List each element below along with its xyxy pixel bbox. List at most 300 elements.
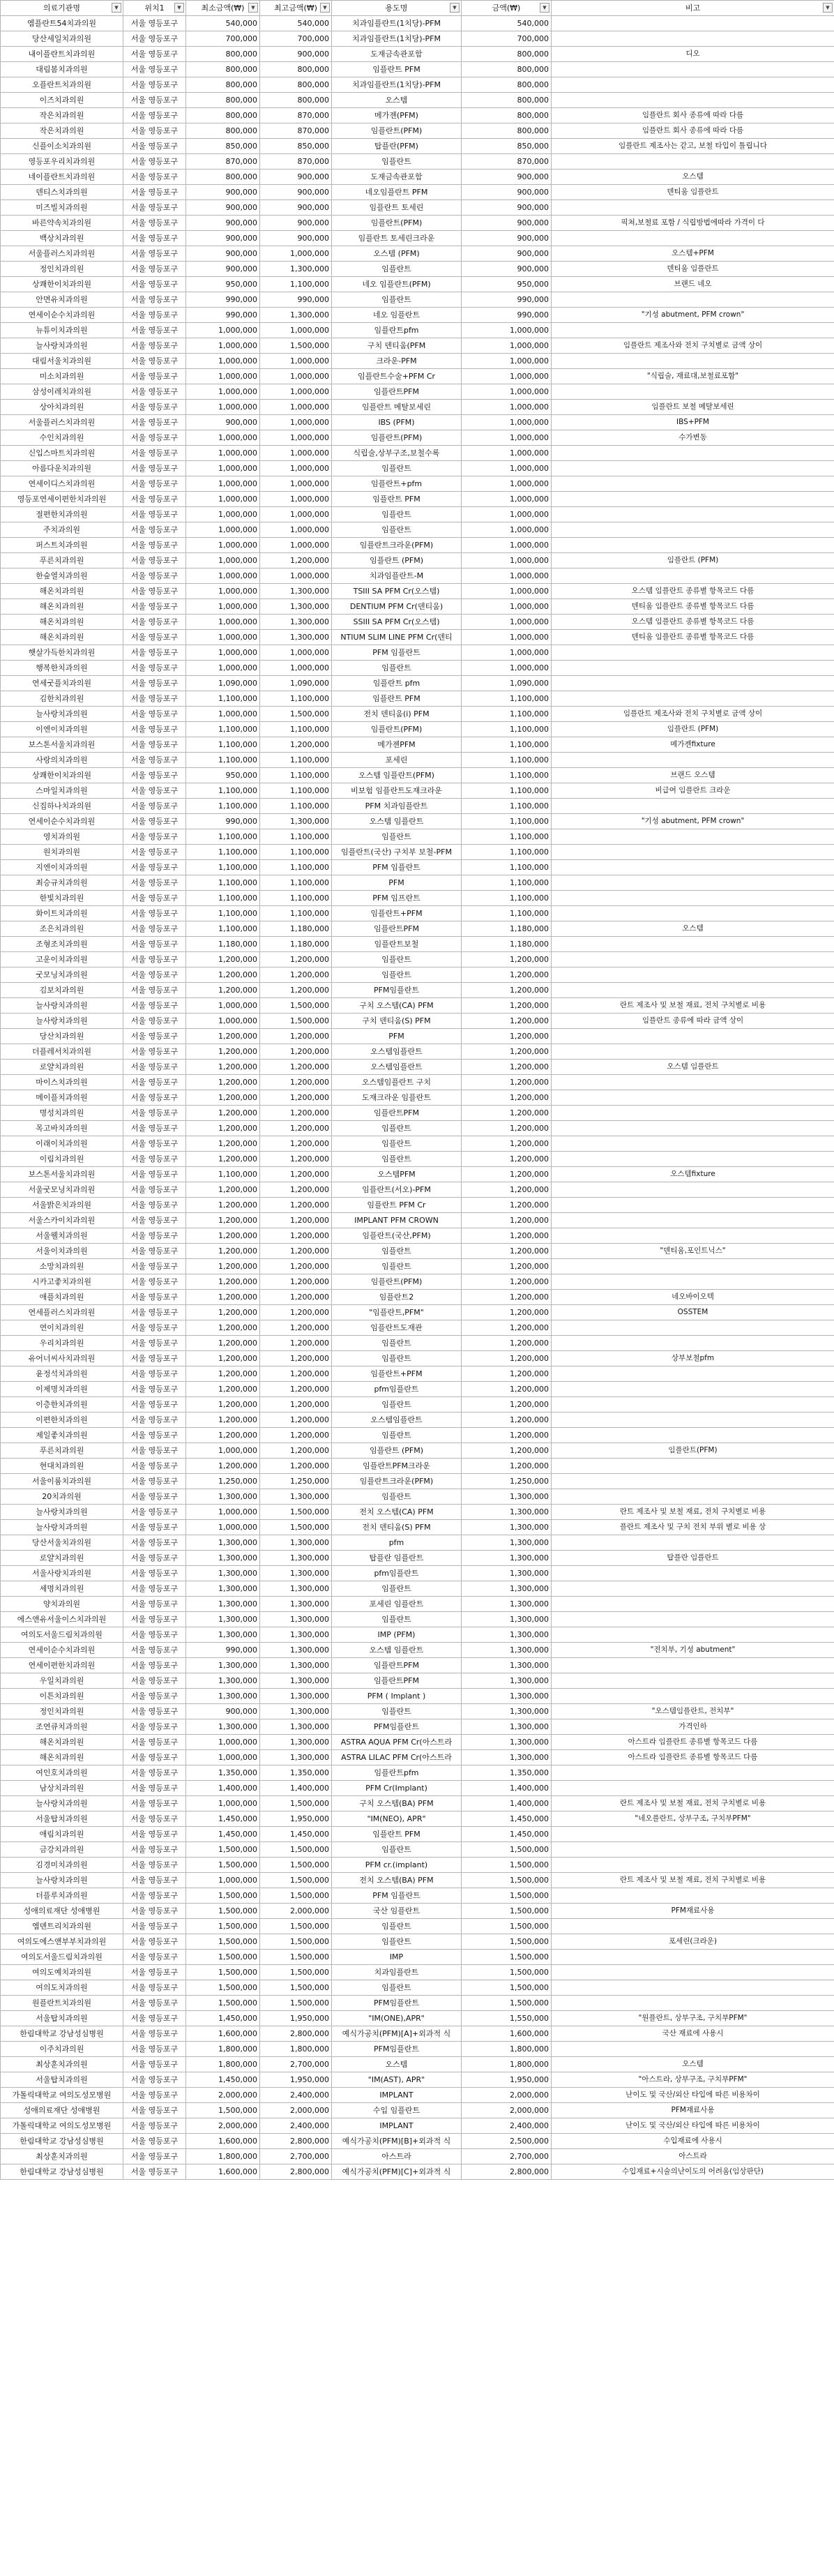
cell-note[interactable]	[552, 1581, 834, 1597]
cell-min-price[interactable]: 1,200,000	[186, 1397, 260, 1413]
cell-min-price[interactable]: 1,000,000	[186, 522, 260, 538]
cell-usage[interactable]: 메가젠(PFM)	[332, 108, 462, 123]
cell-note[interactable]	[552, 906, 834, 921]
column-header-price[interactable]	[462, 1, 552, 16]
cell-note[interactable]	[552, 661, 834, 676]
cell-min-price[interactable]: 1,000,000	[186, 553, 260, 568]
cell-note[interactable]	[552, 1965, 834, 1980]
cell-note[interactable]	[552, 1106, 834, 1121]
cell-price[interactable]: 1,100,000	[462, 707, 552, 722]
cell-institution[interactable]: 상쾌한이치과의원	[1, 768, 123, 783]
cell-institution[interactable]: 김한치과의원	[1, 691, 123, 707]
cell-note[interactable]	[552, 845, 834, 860]
cell-location[interactable]: 서울 영등포구	[123, 799, 186, 814]
cell-usage[interactable]: 오스템 임플란트	[332, 814, 462, 829]
cell-note[interactable]: 오스템fixture	[552, 1167, 834, 1182]
cell-usage[interactable]: 임플란트pfm	[332, 1765, 462, 1781]
cell-institution[interactable]: 여인호치과의원	[1, 1765, 123, 1781]
cell-note[interactable]: 임플란트 제조사와 전치 구치별로 금액 상이	[552, 338, 834, 354]
cell-usage[interactable]: 임플란트	[332, 1121, 462, 1136]
cell-usage[interactable]: 임플란트(국산) 구치부 보철-PFM	[332, 845, 462, 860]
cell-price[interactable]: 1,300,000	[462, 1643, 552, 1658]
cell-max-price[interactable]: 1,200,000	[260, 1397, 332, 1413]
cell-location[interactable]: 서울 영등포구	[123, 553, 186, 568]
cell-min-price[interactable]: 1,200,000	[186, 1413, 260, 1428]
cell-institution[interactable]: 에스앤유서울이스치과의원	[1, 1612, 123, 1627]
cell-location[interactable]: 서울 영등포구	[123, 937, 186, 952]
cell-location[interactable]: 서울 영등포구	[123, 1658, 186, 1673]
cell-max-price[interactable]: 1,200,000	[260, 1244, 332, 1259]
cell-min-price[interactable]: 1,300,000	[186, 1581, 260, 1597]
cell-note[interactable]	[552, 200, 834, 216]
cell-price[interactable]: 1,000,000	[462, 323, 552, 338]
cell-note[interactable]	[552, 62, 834, 77]
cell-min-price[interactable]: 1,200,000	[186, 1382, 260, 1397]
cell-note[interactable]	[552, 1535, 834, 1551]
cell-note[interactable]	[552, 1075, 834, 1090]
cell-note[interactable]	[552, 829, 834, 845]
cell-min-price[interactable]: 800,000	[186, 108, 260, 123]
cell-usage[interactable]: 임플란트	[332, 1842, 462, 1858]
cell-institution[interactable]: 엠덴트리치과의원	[1, 1919, 123, 1934]
cell-max-price[interactable]: 870,000	[260, 123, 332, 139]
cell-note[interactable]: 아스트라 임플란트 종류별 항목코드 다름	[552, 1750, 834, 1765]
cell-price[interactable]: 800,000	[462, 47, 552, 62]
cell-usage[interactable]: PFM 임플란트	[332, 860, 462, 875]
cell-max-price[interactable]: 1,500,000	[260, 1950, 332, 1965]
cell-usage[interactable]: 임플란트(국산,PFM)	[332, 1228, 462, 1244]
cell-usage[interactable]: 식립술,상부구조,보철수록	[332, 446, 462, 461]
cell-max-price[interactable]: 1,000,000	[260, 415, 332, 430]
cell-price[interactable]: 1,000,000	[462, 400, 552, 415]
cell-min-price[interactable]: 1,200,000	[186, 983, 260, 998]
cell-location[interactable]: 서울 영등포구	[123, 369, 186, 384]
cell-min-price[interactable]: 1,000,000	[186, 615, 260, 630]
cell-location[interactable]: 서울 영등포구	[123, 2042, 186, 2057]
cell-price[interactable]: 1,000,000	[462, 415, 552, 430]
cell-price[interactable]: 850,000	[462, 139, 552, 154]
cell-usage[interactable]: PFM 임플란트	[332, 1888, 462, 1904]
cell-institution[interactable]: 늘사랑치과의원	[1, 1796, 123, 1812]
cell-usage[interactable]: SSIII SA PFM Cr(오스템)	[332, 615, 462, 630]
cell-max-price[interactable]: 1,300,000	[260, 1535, 332, 1551]
cell-max-price[interactable]: 1,500,000	[260, 1980, 332, 1996]
cell-usage[interactable]: 네오임플란트 PFM	[332, 185, 462, 200]
cell-note[interactable]: 수가변동	[552, 430, 834, 446]
cell-price[interactable]: 1,000,000	[462, 354, 552, 369]
cell-note[interactable]	[552, 1765, 834, 1781]
cell-price[interactable]: 1,200,000	[462, 1075, 552, 1090]
cell-location[interactable]: 서울 영등포구	[123, 354, 186, 369]
cell-max-price[interactable]: 1,300,000	[260, 1750, 332, 1765]
cell-price[interactable]: 1,100,000	[462, 691, 552, 707]
cell-max-price[interactable]: 2,400,000	[260, 2088, 332, 2103]
cell-location[interactable]: 서울 영등포구	[123, 1459, 186, 1474]
cell-note[interactable]	[552, 676, 834, 691]
cell-min-price[interactable]: 850,000	[186, 139, 260, 154]
cell-price[interactable]: 870,000	[462, 154, 552, 170]
cell-institution[interactable]: 미소치과의원	[1, 369, 123, 384]
cell-price[interactable]: 1,200,000	[462, 1228, 552, 1244]
cell-institution[interactable]: 대림서울치과의원	[1, 354, 123, 369]
cell-price[interactable]: 800,000	[462, 77, 552, 93]
cell-max-price[interactable]: 1,000,000	[260, 645, 332, 661]
cell-note[interactable]	[552, 16, 834, 31]
cell-min-price[interactable]: 1,000,000	[186, 1873, 260, 1888]
cell-price[interactable]: 1,300,000	[462, 1658, 552, 1673]
cell-location[interactable]: 서울 영등포구	[123, 216, 186, 231]
cell-min-price[interactable]: 1,000,000	[186, 1443, 260, 1459]
cell-price[interactable]: 2,000,000	[462, 2103, 552, 2118]
cell-price[interactable]: 1,300,000	[462, 1612, 552, 1627]
cell-price[interactable]: 1,200,000	[462, 1121, 552, 1136]
cell-location[interactable]: 서울 영등포구	[123, 753, 186, 768]
cell-usage[interactable]: 오스템 (PFM)	[332, 246, 462, 262]
cell-max-price[interactable]: 1,300,000	[260, 615, 332, 630]
cell-min-price[interactable]: 1,000,000	[186, 338, 260, 354]
cell-institution[interactable]: 늘사랑치과의원	[1, 1873, 123, 1888]
cell-note[interactable]	[552, 1489, 834, 1505]
cell-max-price[interactable]: 2,800,000	[260, 2164, 332, 2180]
cell-max-price[interactable]: 850,000	[260, 139, 332, 154]
cell-usage[interactable]: 치과임플란트(1치당)-PFM	[332, 31, 462, 47]
cell-note[interactable]: 디오	[552, 47, 834, 62]
cell-max-price[interactable]: 900,000	[260, 216, 332, 231]
cell-note[interactable]	[552, 1566, 834, 1581]
cell-min-price[interactable]: 1,000,000	[186, 384, 260, 400]
cell-institution[interactable]: 유어너씨사치과의원	[1, 1351, 123, 1366]
cell-min-price[interactable]: 900,000	[186, 231, 260, 246]
cell-price[interactable]: 1,300,000	[462, 1597, 552, 1612]
cell-note[interactable]: 수입재료에 사용시	[552, 2134, 834, 2149]
cell-usage[interactable]: 임플란트	[332, 1428, 462, 1443]
cell-min-price[interactable]: 2,000,000	[186, 2088, 260, 2103]
cell-min-price[interactable]: 1,300,000	[186, 1489, 260, 1505]
cell-min-price[interactable]: 1,100,000	[186, 691, 260, 707]
cell-min-price[interactable]: 990,000	[186, 292, 260, 308]
cell-usage[interactable]: 임플란트 PFM Cr	[332, 1198, 462, 1213]
cell-price[interactable]: 1,100,000	[462, 753, 552, 768]
cell-location[interactable]: 서울 영등포구	[123, 1980, 186, 1996]
cell-location[interactable]: 서울 영등포구	[123, 1781, 186, 1796]
cell-institution[interactable]: 바른약속치과의원	[1, 216, 123, 231]
cell-min-price[interactable]: 1,000,000	[186, 1796, 260, 1812]
cell-price[interactable]: 2,000,000	[462, 2088, 552, 2103]
cell-max-price[interactable]: 1,000,000	[260, 461, 332, 476]
cell-usage[interactable]: "IM(AST), APR"	[332, 2072, 462, 2088]
cell-institution[interactable]: 미즈빌치과의원	[1, 200, 123, 216]
cell-institution[interactable]: 남상치과의원	[1, 1781, 123, 1796]
cell-location[interactable]: 서울 영등포구	[123, 691, 186, 707]
cell-note[interactable]: 오스템	[552, 921, 834, 937]
cell-institution[interactable]: 명성치과의원	[1, 1106, 123, 1121]
cell-min-price[interactable]: 1,200,000	[186, 1044, 260, 1060]
cell-note[interactable]: 브랜드 오스템	[552, 768, 834, 783]
cell-institution[interactable]: 이층한치과의원	[1, 1397, 123, 1413]
cell-location[interactable]: 서울 영등포구	[123, 1566, 186, 1581]
cell-min-price[interactable]: 1,300,000	[186, 1627, 260, 1643]
cell-location[interactable]: 서울 영등포구	[123, 1627, 186, 1643]
cell-location[interactable]: 서울 영등포구	[123, 860, 186, 875]
cell-usage[interactable]: 임플란트도재관	[332, 1320, 462, 1336]
cell-min-price[interactable]: 900,000	[186, 1704, 260, 1719]
cell-usage[interactable]: IMPLANT	[332, 2088, 462, 2103]
cell-location[interactable]: 서울 영등포구	[123, 430, 186, 446]
cell-location[interactable]: 서울 영등포구	[123, 231, 186, 246]
cell-note[interactable]: 아스트라	[552, 2149, 834, 2164]
cell-institution[interactable]: 최상훈치과의원	[1, 2149, 123, 2164]
cell-note[interactable]: IBS+PFM	[552, 415, 834, 430]
cell-min-price[interactable]: 1,200,000	[186, 1259, 260, 1274]
cell-price[interactable]: 2,700,000	[462, 2149, 552, 2164]
cell-min-price[interactable]: 1,500,000	[186, 2103, 260, 2118]
cell-min-price[interactable]: 990,000	[186, 814, 260, 829]
cell-institution[interactable]: 작은치과의원	[1, 123, 123, 139]
cell-note[interactable]	[552, 1919, 834, 1934]
cell-max-price[interactable]: 1,300,000	[260, 262, 332, 277]
cell-max-price[interactable]: 1,000,000	[260, 354, 332, 369]
cell-max-price[interactable]: 1,500,000	[260, 1796, 332, 1812]
cell-min-price[interactable]: 900,000	[186, 216, 260, 231]
cell-location[interactable]: 서울 영등포구	[123, 2164, 186, 2180]
cell-location[interactable]: 서울 영등포구	[123, 262, 186, 277]
cell-usage[interactable]: 임플란트	[332, 1980, 462, 1996]
cell-note[interactable]	[552, 522, 834, 538]
cell-usage[interactable]: 임플란트 pfm	[332, 676, 462, 691]
cell-max-price[interactable]: 2,700,000	[260, 2057, 332, 2072]
cell-max-price[interactable]: 1,300,000	[260, 1673, 332, 1689]
cell-min-price[interactable]: 900,000	[186, 415, 260, 430]
cell-location[interactable]: 서울 영등포구	[123, 1474, 186, 1489]
cell-max-price[interactable]: 1,100,000	[260, 722, 332, 737]
cell-price[interactable]: 1,000,000	[462, 645, 552, 661]
cell-min-price[interactable]: 1,500,000	[186, 1965, 260, 1980]
cell-note[interactable]	[552, 1136, 834, 1152]
cell-usage[interactable]: 아스트라	[332, 2149, 462, 2164]
cell-location[interactable]: 서울 영등포구	[123, 1858, 186, 1873]
cell-min-price[interactable]: 1,100,000	[186, 891, 260, 906]
cell-min-price[interactable]: 990,000	[186, 308, 260, 323]
cell-max-price[interactable]: 1,500,000	[260, 338, 332, 354]
cell-min-price[interactable]: 1,350,000	[186, 1765, 260, 1781]
cell-price[interactable]: 1,100,000	[462, 845, 552, 860]
cell-usage[interactable]: 임플란트 PFM	[332, 62, 462, 77]
cell-institution[interactable]: 굿모닝치과의원	[1, 967, 123, 983]
cell-institution[interactable]: 보스톤서울치과의원	[1, 1167, 123, 1182]
cell-price[interactable]: 1,200,000	[462, 1182, 552, 1198]
cell-usage[interactable]: 임플란트	[332, 1136, 462, 1152]
cell-price[interactable]: 1,200,000	[462, 1044, 552, 1060]
cell-price[interactable]: 1,000,000	[462, 522, 552, 538]
cell-location[interactable]: 서울 영등포구	[123, 707, 186, 722]
cell-max-price[interactable]: 2,000,000	[260, 1904, 332, 1919]
column-header-location[interactable]	[123, 1, 186, 16]
cell-location[interactable]: 서울 영등포구	[123, 2057, 186, 2072]
cell-institution[interactable]: 이림치과의원	[1, 1152, 123, 1167]
cell-max-price[interactable]: 1,300,000	[260, 1658, 332, 1673]
cell-note[interactable]	[552, 875, 834, 891]
cell-max-price[interactable]: 1,200,000	[260, 1167, 332, 1182]
cell-max-price[interactable]: 1,000,000	[260, 661, 332, 676]
cell-note[interactable]	[552, 231, 834, 246]
cell-max-price[interactable]: 1,090,000	[260, 676, 332, 691]
cell-institution[interactable]: 뉴튜이치과의원	[1, 323, 123, 338]
cell-usage[interactable]: NTIUM SLIM LINE PFM Cr(덴티	[332, 630, 462, 645]
cell-min-price[interactable]: 900,000	[186, 246, 260, 262]
cell-min-price[interactable]: 1,600,000	[186, 2134, 260, 2149]
cell-location[interactable]: 서울 영등포구	[123, 768, 186, 783]
cell-price[interactable]: 1,200,000	[462, 1014, 552, 1029]
cell-institution[interactable]: 영등포우리치과의원	[1, 154, 123, 170]
cell-note[interactable]	[552, 952, 834, 967]
cell-max-price[interactable]: 1,200,000	[260, 1136, 332, 1152]
cell-institution[interactable]: 고운이치과의원	[1, 952, 123, 967]
cell-usage[interactable]: 임플란트	[332, 829, 462, 845]
cell-location[interactable]: 서울 영등포구	[123, 1136, 186, 1152]
cell-note[interactable]: 란트 제조사 및 보철 재료, 전치 구치별로 비용	[552, 1505, 834, 1520]
cell-price[interactable]: 1,950,000	[462, 2072, 552, 2088]
cell-price[interactable]: 1,000,000	[462, 430, 552, 446]
cell-min-price[interactable]: 1,500,000	[186, 1858, 260, 1873]
cell-price[interactable]: 1,200,000	[462, 1090, 552, 1106]
cell-price[interactable]: 1,000,000	[462, 492, 552, 507]
cell-max-price[interactable]: 1,200,000	[260, 1075, 332, 1090]
cell-location[interactable]: 서울 영등포구	[123, 1551, 186, 1566]
cell-usage[interactable]: 치과임플란트-M	[332, 568, 462, 584]
cell-location[interactable]: 서울 영등포구	[123, 906, 186, 921]
cell-note[interactable]: "아스트라, 상부구조, 구치부PFM"	[552, 2072, 834, 2088]
cell-usage[interactable]: 오스템임플란트 구치	[332, 1075, 462, 1090]
cell-max-price[interactable]: 900,000	[260, 47, 332, 62]
cell-min-price[interactable]: 1,500,000	[186, 1842, 260, 1858]
cell-usage[interactable]: 임플란트(서오)-PFM	[332, 1182, 462, 1198]
cell-note[interactable]: 오스템	[552, 170, 834, 185]
cell-max-price[interactable]: 1,200,000	[260, 983, 332, 998]
cell-min-price[interactable]: 1,000,000	[186, 538, 260, 553]
cell-note[interactable]	[552, 937, 834, 952]
cell-note[interactable]	[552, 1858, 834, 1873]
cell-price[interactable]: 1,300,000	[462, 1719, 552, 1735]
cell-location[interactable]: 서울 영등포구	[123, 2011, 186, 2026]
cell-price[interactable]: 1,100,000	[462, 799, 552, 814]
cell-institution[interactable]: 대림봄치과의원	[1, 62, 123, 77]
cell-max-price[interactable]: 1,300,000	[260, 599, 332, 615]
cell-location[interactable]: 서울 영등포구	[123, 47, 186, 62]
cell-price[interactable]: 1,200,000	[462, 967, 552, 983]
cell-location[interactable]: 서울 영등포구	[123, 891, 186, 906]
cell-usage[interactable]: PFM임플란트	[332, 1996, 462, 2011]
cell-max-price[interactable]: 900,000	[260, 185, 332, 200]
cell-max-price[interactable]: 1,500,000	[260, 1965, 332, 1980]
cell-usage[interactable]: 임플란트크라운(PFM)	[332, 1474, 462, 1489]
cell-usage[interactable]: 치과임플란트(1치당)-PFM	[332, 16, 462, 31]
cell-location[interactable]: 서울 영등포구	[123, 1750, 186, 1765]
cell-price[interactable]: 1,300,000	[462, 1581, 552, 1597]
cell-price[interactable]: 1,200,000	[462, 1397, 552, 1413]
cell-price[interactable]: 1,300,000	[462, 1704, 552, 1719]
cell-note[interactable]: 픽쳐,보철료 포함 / 식립방법에따라 가격이 다	[552, 216, 834, 231]
cell-min-price[interactable]: 1,300,000	[186, 1689, 260, 1704]
cell-location[interactable]: 서울 영등포구	[123, 2103, 186, 2118]
cell-note[interactable]	[552, 753, 834, 768]
cell-institution[interactable]: 연세이순수치과의원	[1, 814, 123, 829]
cell-usage[interactable]: 구치 덴티움(S) PFM	[332, 1014, 462, 1029]
cell-location[interactable]: 서울 영등포구	[123, 2026, 186, 2042]
cell-min-price[interactable]: 1,100,000	[186, 906, 260, 921]
cell-note[interactable]	[552, 645, 834, 661]
cell-note[interactable]: 오스템 임플란트	[552, 1060, 834, 1075]
cell-institution[interactable]: 연세이디스치과의원	[1, 476, 123, 492]
cell-institution[interactable]: 지엔이치과의원	[1, 860, 123, 875]
cell-location[interactable]: 서울 영등포구	[123, 1796, 186, 1812]
cell-max-price[interactable]: 1,200,000	[260, 1259, 332, 1274]
cell-min-price[interactable]: 1,800,000	[186, 2057, 260, 2072]
cell-price[interactable]: 1,300,000	[462, 1489, 552, 1505]
cell-location[interactable]: 서울 영등포구	[123, 1812, 186, 1827]
cell-min-price[interactable]: 1,200,000	[186, 1459, 260, 1474]
cell-usage[interactable]: 비보험 임플란트도재크라운	[332, 783, 462, 799]
cell-location[interactable]: 서울 영등포구	[123, 123, 186, 139]
cell-usage[interactable]: 예식가공치(PFM)[C]+외과적 식	[332, 2164, 462, 2180]
cell-location[interactable]: 서울 영등포구	[123, 584, 186, 599]
cell-institution[interactable]: 서울사랑치과의원	[1, 1566, 123, 1581]
cell-usage[interactable]: IMP	[332, 1950, 462, 1965]
cell-max-price[interactable]: 1,100,000	[260, 860, 332, 875]
cell-note[interactable]	[552, 461, 834, 476]
cell-note[interactable]	[552, 1366, 834, 1382]
cell-note[interactable]	[552, 1413, 834, 1428]
cell-institution[interactable]: 양치과의원	[1, 1597, 123, 1612]
cell-usage[interactable]: PFM임플란트	[332, 983, 462, 998]
cell-price[interactable]: 1,450,000	[462, 1827, 552, 1842]
cell-max-price[interactable]: 1,000,000	[260, 476, 332, 492]
cell-institution[interactable]: 여의도에스앤부부치과의원	[1, 1934, 123, 1950]
cell-usage[interactable]: 임플란트 토세린크라운	[332, 231, 462, 246]
cell-usage[interactable]: 임플란트	[332, 154, 462, 170]
cell-location[interactable]: 서울 영등포구	[123, 1259, 186, 1274]
cell-institution[interactable]: 연세플러스치과의원	[1, 1305, 123, 1320]
cell-usage[interactable]: pfm임플란트	[332, 1382, 462, 1397]
cell-usage[interactable]: 임플란트	[332, 507, 462, 522]
cell-usage[interactable]: 포세린 임플란트	[332, 1597, 462, 1612]
cell-institution[interactable]: 당산치과의원	[1, 1029, 123, 1044]
cell-price[interactable]: 1,300,000	[462, 1735, 552, 1750]
cell-institution[interactable]: 엠플란트54치과의원	[1, 16, 123, 31]
cell-price[interactable]: 900,000	[462, 216, 552, 231]
cell-institution[interactable]: 해온치과의원	[1, 630, 123, 645]
cell-max-price[interactable]: 1,200,000	[260, 1413, 332, 1428]
cell-institution[interactable]: 더플레서치과의원	[1, 1044, 123, 1060]
cell-note[interactable]: 덴티움 임플란트	[552, 262, 834, 277]
cell-location[interactable]: 서울 영등포구	[123, 1597, 186, 1612]
cell-institution[interactable]: 신플이소치과의원	[1, 139, 123, 154]
cell-usage[interactable]: 수입 임플란트	[332, 2103, 462, 2118]
cell-min-price[interactable]: 1,000,000	[186, 354, 260, 369]
cell-note[interactable]	[552, 891, 834, 906]
cell-location[interactable]: 서울 영등포구	[123, 1060, 186, 1075]
cell-usage[interactable]: PFM	[332, 875, 462, 891]
cell-min-price[interactable]: 1,100,000	[186, 845, 260, 860]
cell-max-price[interactable]: 900,000	[260, 231, 332, 246]
cell-usage[interactable]: 도재금속관포함	[332, 170, 462, 185]
cell-max-price[interactable]: 1,300,000	[260, 1704, 332, 1719]
cell-price[interactable]: 1,100,000	[462, 814, 552, 829]
cell-min-price[interactable]: 1,300,000	[186, 1658, 260, 1673]
cell-price[interactable]: 800,000	[462, 62, 552, 77]
cell-max-price[interactable]: 1,300,000	[260, 584, 332, 599]
cell-institution[interactable]: 20치과의원	[1, 1489, 123, 1505]
cell-price[interactable]: 1,090,000	[462, 676, 552, 691]
